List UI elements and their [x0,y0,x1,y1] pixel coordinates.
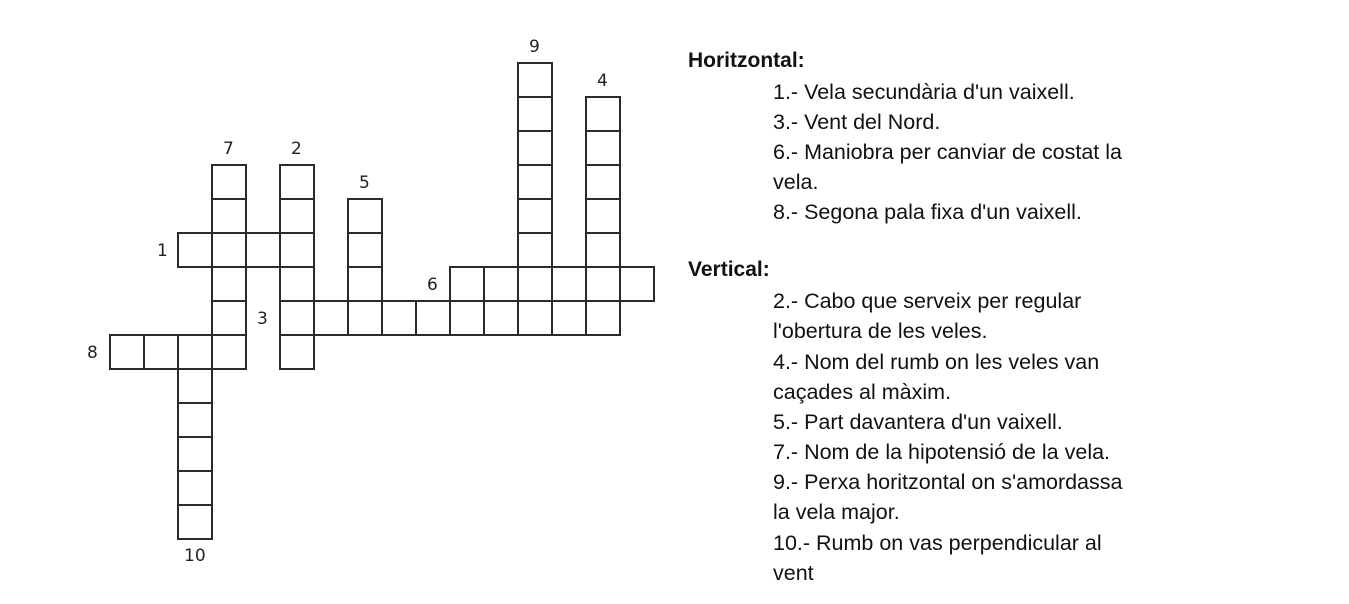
clue-number-4: 4 [597,71,608,91]
clue-horizontal-6-cont: vela. [773,170,819,194]
clue-vertical-2: 2.- Cabo que serveix per regular [773,289,1082,313]
clue-number-1: 1 [157,241,168,261]
clue-number-5: 5 [359,173,370,193]
clue-horizontal-3: 3.- Vent del Nord. [773,110,941,134]
clue-number-8: 8 [87,343,98,363]
clue-vertical-10-cont: vent [773,561,814,585]
clue-number-7: 7 [223,139,234,159]
vertical-heading: Vertical: [688,258,770,281]
clue-vertical-4: 4.- Nom del rumb on les veles van [773,350,1100,374]
clue-horizontal-6: 6.- Maniobra per canviar de costat la [773,140,1122,164]
clue-number-2: 2 [291,139,302,159]
clue-vertical-9: 9.- Perxa horitzontal on s'amordassa [773,470,1123,494]
clue-number-10: 10 [184,546,206,566]
clue-vertical-10: 10.- Rumb on vas perpendicular al [773,531,1102,555]
clue-number-9: 9 [529,37,540,57]
clue-vertical-5: 5.- Part davantera d'un vaixell. [773,410,1063,434]
horizontal-heading: Horitzontal: [688,49,805,72]
clue-number-3: 3 [257,309,268,329]
clue-horizontal-1: 1.- Vela secundària d'un vaixell. [773,80,1075,104]
clue-vertical-7: 7.- Nom de la hipotensió de la vela. [773,440,1111,464]
clue-horizontal-8: 8.- Segona pala fixa d'un vaixell. [773,200,1082,224]
clue-vertical-4-cont: caçades al màxim. [773,380,952,404]
clue-vertical-9-cont: la vela major. [773,500,900,524]
clue-number-6: 6 [427,275,438,295]
clue-vertical-2-cont: l'obertura de les veles. [773,319,988,343]
